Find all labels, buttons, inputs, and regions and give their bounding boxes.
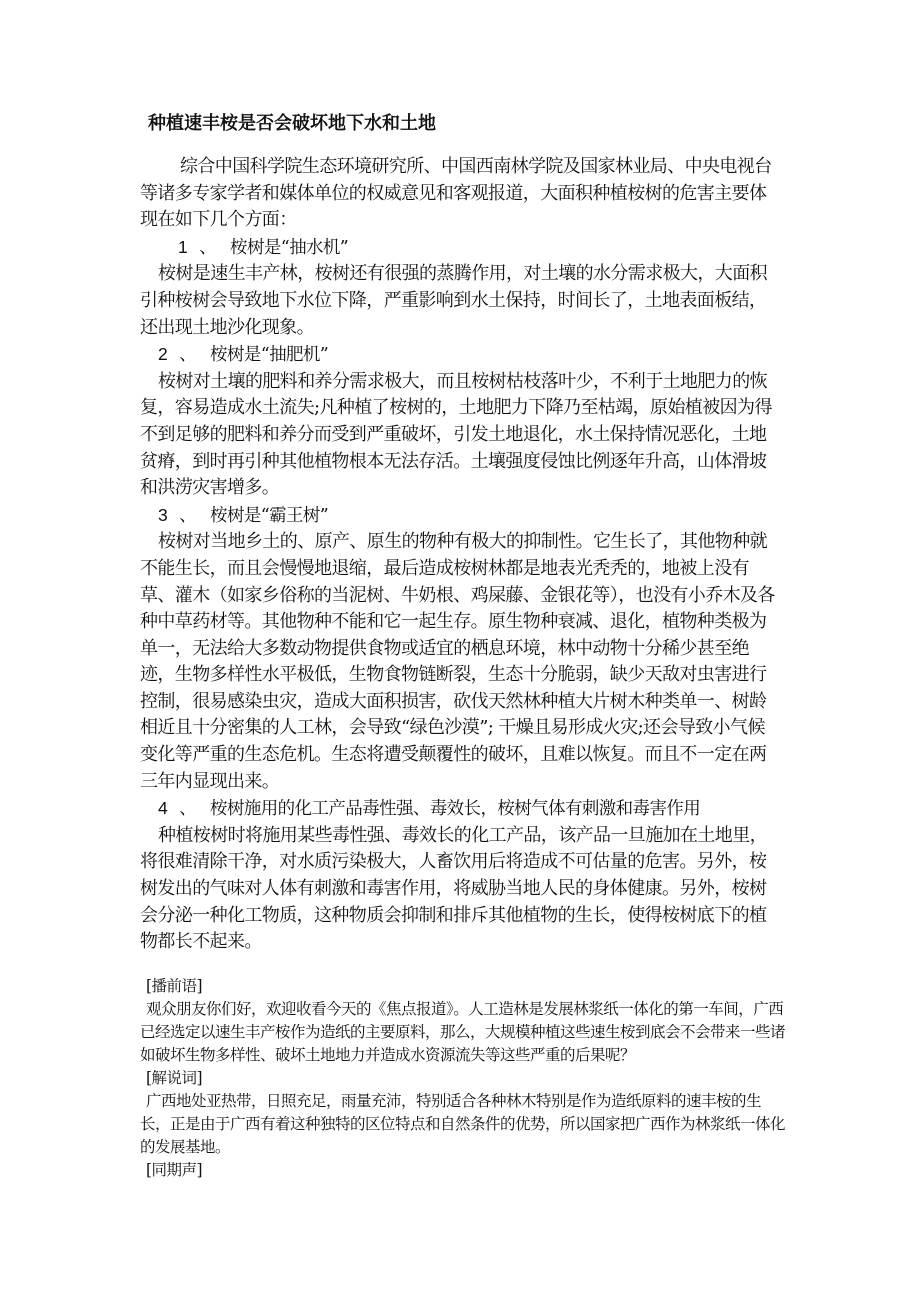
section-heading-text: 桉树是“霸王树” — [210, 505, 329, 526]
intro-paragraph: 综合中国科学院生态环境研究所、中国西南林学院及国家林业局、中央电视台等诸多专家学者和媒体单位的权威意见和客观报道，大面积种植桉树的危害主要体现在如下几个方面： — [140, 156, 772, 231]
script-tag-sync: [同期声] — [146, 1161, 203, 1179]
document-title: 种植速丰桉是否会破坏地下水和土地 — [148, 113, 436, 134]
script-text-narration: 广西地处亚热带，日照充足，雨量充沛，特别适合各种林木特别是作为造纸原料的速丰桉的生长，正是由于广西有着这种独特的区位特点和自然条件的优势，所以国家把广西作为林浆纸一体化的发展基地。 — [140, 1092, 786, 1156]
script-tag-narration: [解说词] — [146, 1069, 203, 1087]
section-heading-text: 桉树是“抽水机” — [230, 237, 349, 258]
script-text-intro: 观众朋友你们好，欢迎收看今天的《焦点报道》。人工造林是发展林浆纸一体化的第一车间，广西已经选定以速生丰产桉作为造纸的主要原料，那么，大规模种植这些速生桉到底会不会带来一些诸如破坏生物多样性、破坏土地地力并造成水资源流失等这些严重的后果呢？ — [140, 1000, 786, 1064]
section-separator: 、 — [199, 236, 217, 257]
article-body — [140, 154, 780, 956]
section-body-2: 桉树对土壤的肥料和养分需求极大，而且桉树枯枝落叶少，不利于土地肥力的恢复，容易造成水土流失;凡种植了桉树的，土地肥力下降乃至枯竭，原始植被因为得不到足够的肥料和养分而受到严重破坏，引发土地退化，水土保持情况恶化，土地贫瘠，到时再引种其他植物根本无法存活。土壤强度侵蚀比例逐年升高，山体滑坡和洪涝灾害增多。 — [140, 370, 772, 499]
section-number: 4 — [158, 798, 168, 819]
section-heading-2 — [140, 341, 780, 369]
section-heading-text: 桉树施用的化工产品毒性强、毒效长，桉树气体有刺激和毒害作用 — [210, 799, 701, 820]
section-separator: 、 — [179, 504, 197, 525]
section-number: 2 — [158, 344, 168, 365]
section-heading-1 — [140, 234, 780, 262]
section-separator: 、 — [179, 798, 197, 819]
broadcast-script — [140, 975, 790, 1182]
section-separator: 、 — [179, 344, 197, 365]
section-body-3: 桉树对当地乡土的、原产、原生的物种有极大的抑制性。它生长了，其他物种就不能生长，而且会慢慢地退缩，最后造成桉树林都是地表光秃秃的，地被上没有草、灌木（如家乡俗称的当泥树、牛奶根、鸡屎藤、金银花等），也没有小乔木及各种中草药材等。其他物种不能和它一起生存。原生物种衰减、退化，植物种类极为单一，无法给大多数动物提供食物或适宜的栖息环境，林中动物十分稀少甚至绝迹，生物多样性水平极低，生物食物链断裂，生态十分脆弱，缺少天敌对虫害进行控制，很易感染虫灾，造成大面积损害，砍伐天然林种植大片树木种类单一、树龄相近且十分密集的人工林，会导致“绿色沙漠”; 干燥且易形成火灾;还会导致小气候变化等严重的生态危机。生态将遭受颠覆性的破坏，且难以恢复。而且不一定在两三年内显现出来。 — [140, 531, 775, 792]
script-tag-intro: [播前语] — [146, 977, 203, 995]
section-heading-3 — [140, 502, 780, 530]
section-heading-4 — [140, 795, 780, 823]
section-number: 1 — [178, 236, 188, 257]
section-body-4: 种植桉树时将施用某些毒性强、毒效长的化工产品，该产品一旦施加在土地里，将很难清除干净，对水质污染极大，人畜饮用后将造成不可估量的危害。另外，桉树发出的气味对人体有刺激和毒害作用，将威胁当地人民的身体健康。另外，桉树会分泌一种化工物质，这种物质会抑制和排斥其他植物的生长，使得桉树底下的植物都长不起来。 — [140, 824, 767, 953]
section-body-1: 桉树是速生丰产林，桉树还有很强的蒸腾作用，对土壤的水分需求极大，大面积引种桉树会导致地下水位下降，严重影响到水土保持，时间长了，土地表面板结，还出现土地沙化现象。 — [140, 263, 767, 338]
section-heading-text: 桉树是“抽肥机” — [210, 345, 329, 366]
section-number: 3 — [158, 504, 168, 525]
